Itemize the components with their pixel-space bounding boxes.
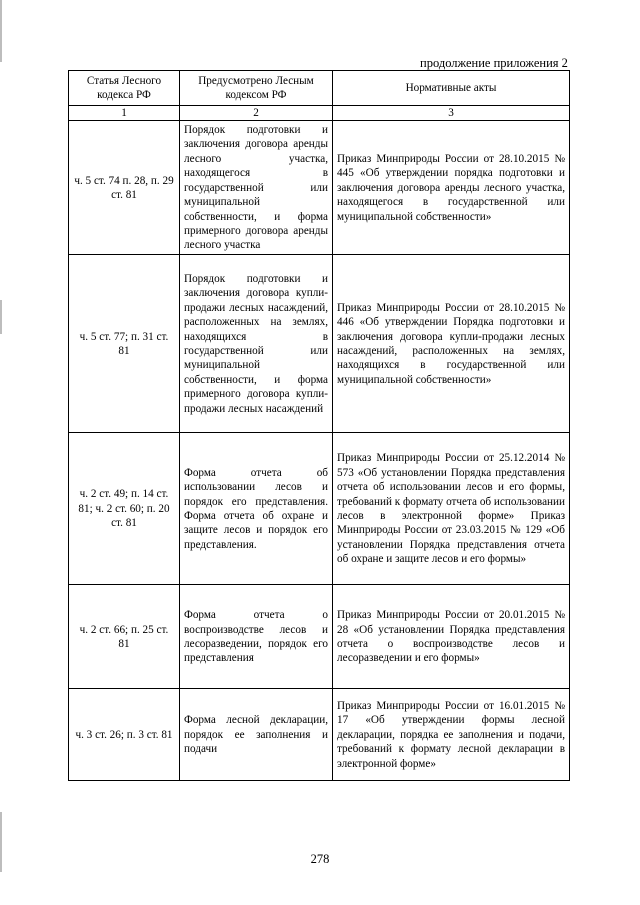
- subject-cell: Форма отчета о воспроизводстве лесов и лесоразведении, порядок его представления: [180, 585, 333, 689]
- acts-cell: Приказ Минприроды России от 28.10.2015 № 445 «Об утверждении порядка подготовки и заключения договора аренды лесного участка, находящегося в государственной или муниципальной собственности»: [333, 121, 570, 255]
- subject-cell: Форма лесной декларации, порядок ее заполнения и подачи: [180, 689, 333, 781]
- column-number-1: 1: [69, 106, 180, 121]
- article-cell: ч. 2 ст. 49; п. 14 ст. 81; ч. 2 ст. 60; п. 20 ст. 81: [69, 433, 180, 585]
- column-header-article: Статья Лесного кодекса РФ: [69, 71, 180, 106]
- table-row: [69, 433, 570, 585]
- acts-cell: Приказ Минприроды России от 20.01.2015 № 28 «Об установлении Порядка представления отчета о воспроизводстве лесов и лесоразведении и его формы»: [333, 585, 570, 689]
- article-cell: ч. 5 ст. 77; п. 31 ст. 81: [69, 255, 180, 433]
- table-row: [69, 121, 570, 255]
- scan-edge-mark-top: [0, 0, 2, 62]
- continuation-label: продолжение приложения 2: [420, 56, 568, 70]
- subject-cell: Порядок подготовки и заключения договора купли-продажи лесных насаждений, расположенных на землях, находящихся в государственной или муниципальной собственности, и форма примерного договора купли-продажи лесных насаждений: [180, 255, 333, 433]
- column-number-2: 2: [180, 106, 333, 121]
- acts-cell: Приказ Минприроды России от 28.10.2015 № 446 «Об утверждении Порядка подготовки и заключения договора купли-продажи лесных насаждений, расположенных на землях, находящихся в государственной или муниципальной собственности»: [333, 255, 570, 433]
- column-number-row: [69, 106, 570, 121]
- subject-cell: Форма отчета об использовании лесов и порядок его представления. Форма отчета об охране и защите лесов и порядок его представления.: [180, 433, 333, 585]
- scan-edge-mark-middle: [0, 300, 2, 334]
- column-header-acts: Нормативные акты: [333, 71, 570, 106]
- article-cell: ч. 2 ст. 66; п. 25 ст. 81: [69, 585, 180, 689]
- subject-cell: Порядок подготовки и заключения договора аренды лесного участка, находящегося в государственной или муниципальной собственности, и форма примерного договора аренды лесного участка: [180, 121, 333, 255]
- article-cell: ч. 3 ст. 26; п. 3 ст. 81: [69, 689, 180, 781]
- column-header-subject: Предусмотрено Лесным кодексом РФ: [180, 71, 333, 106]
- table-row: [69, 255, 570, 433]
- acts-cell: Приказ Минприроды России от 16.01.2015 № 17 «Об утверждении формы лесной декларации, порядка ее заполнения и подачи, требований к формату лесной декларации в электронной форме»: [333, 689, 570, 781]
- acts-cell: Приказ Минприроды России от 25.12.2014 № 573 «Об установлении Порядка представления отчета об использовании лесов и его формы, требований к формату отчета об использовании лесов в электронной форме» Приказ Минприроды России от 23.03.2015 № 129 «Об установлении Порядка представления отчета об охране и защите лесов и его формы»: [333, 433, 570, 585]
- column-number-3: 3: [333, 106, 570, 121]
- page-number: 278: [310, 852, 330, 866]
- table-row: [69, 689, 570, 781]
- table-header-row: [69, 71, 570, 106]
- legal-acts-table: [68, 70, 570, 781]
- article-cell: ч. 5 ст. 74 п. 28, п. 29 ст. 81: [69, 121, 180, 255]
- table-row: [69, 585, 570, 689]
